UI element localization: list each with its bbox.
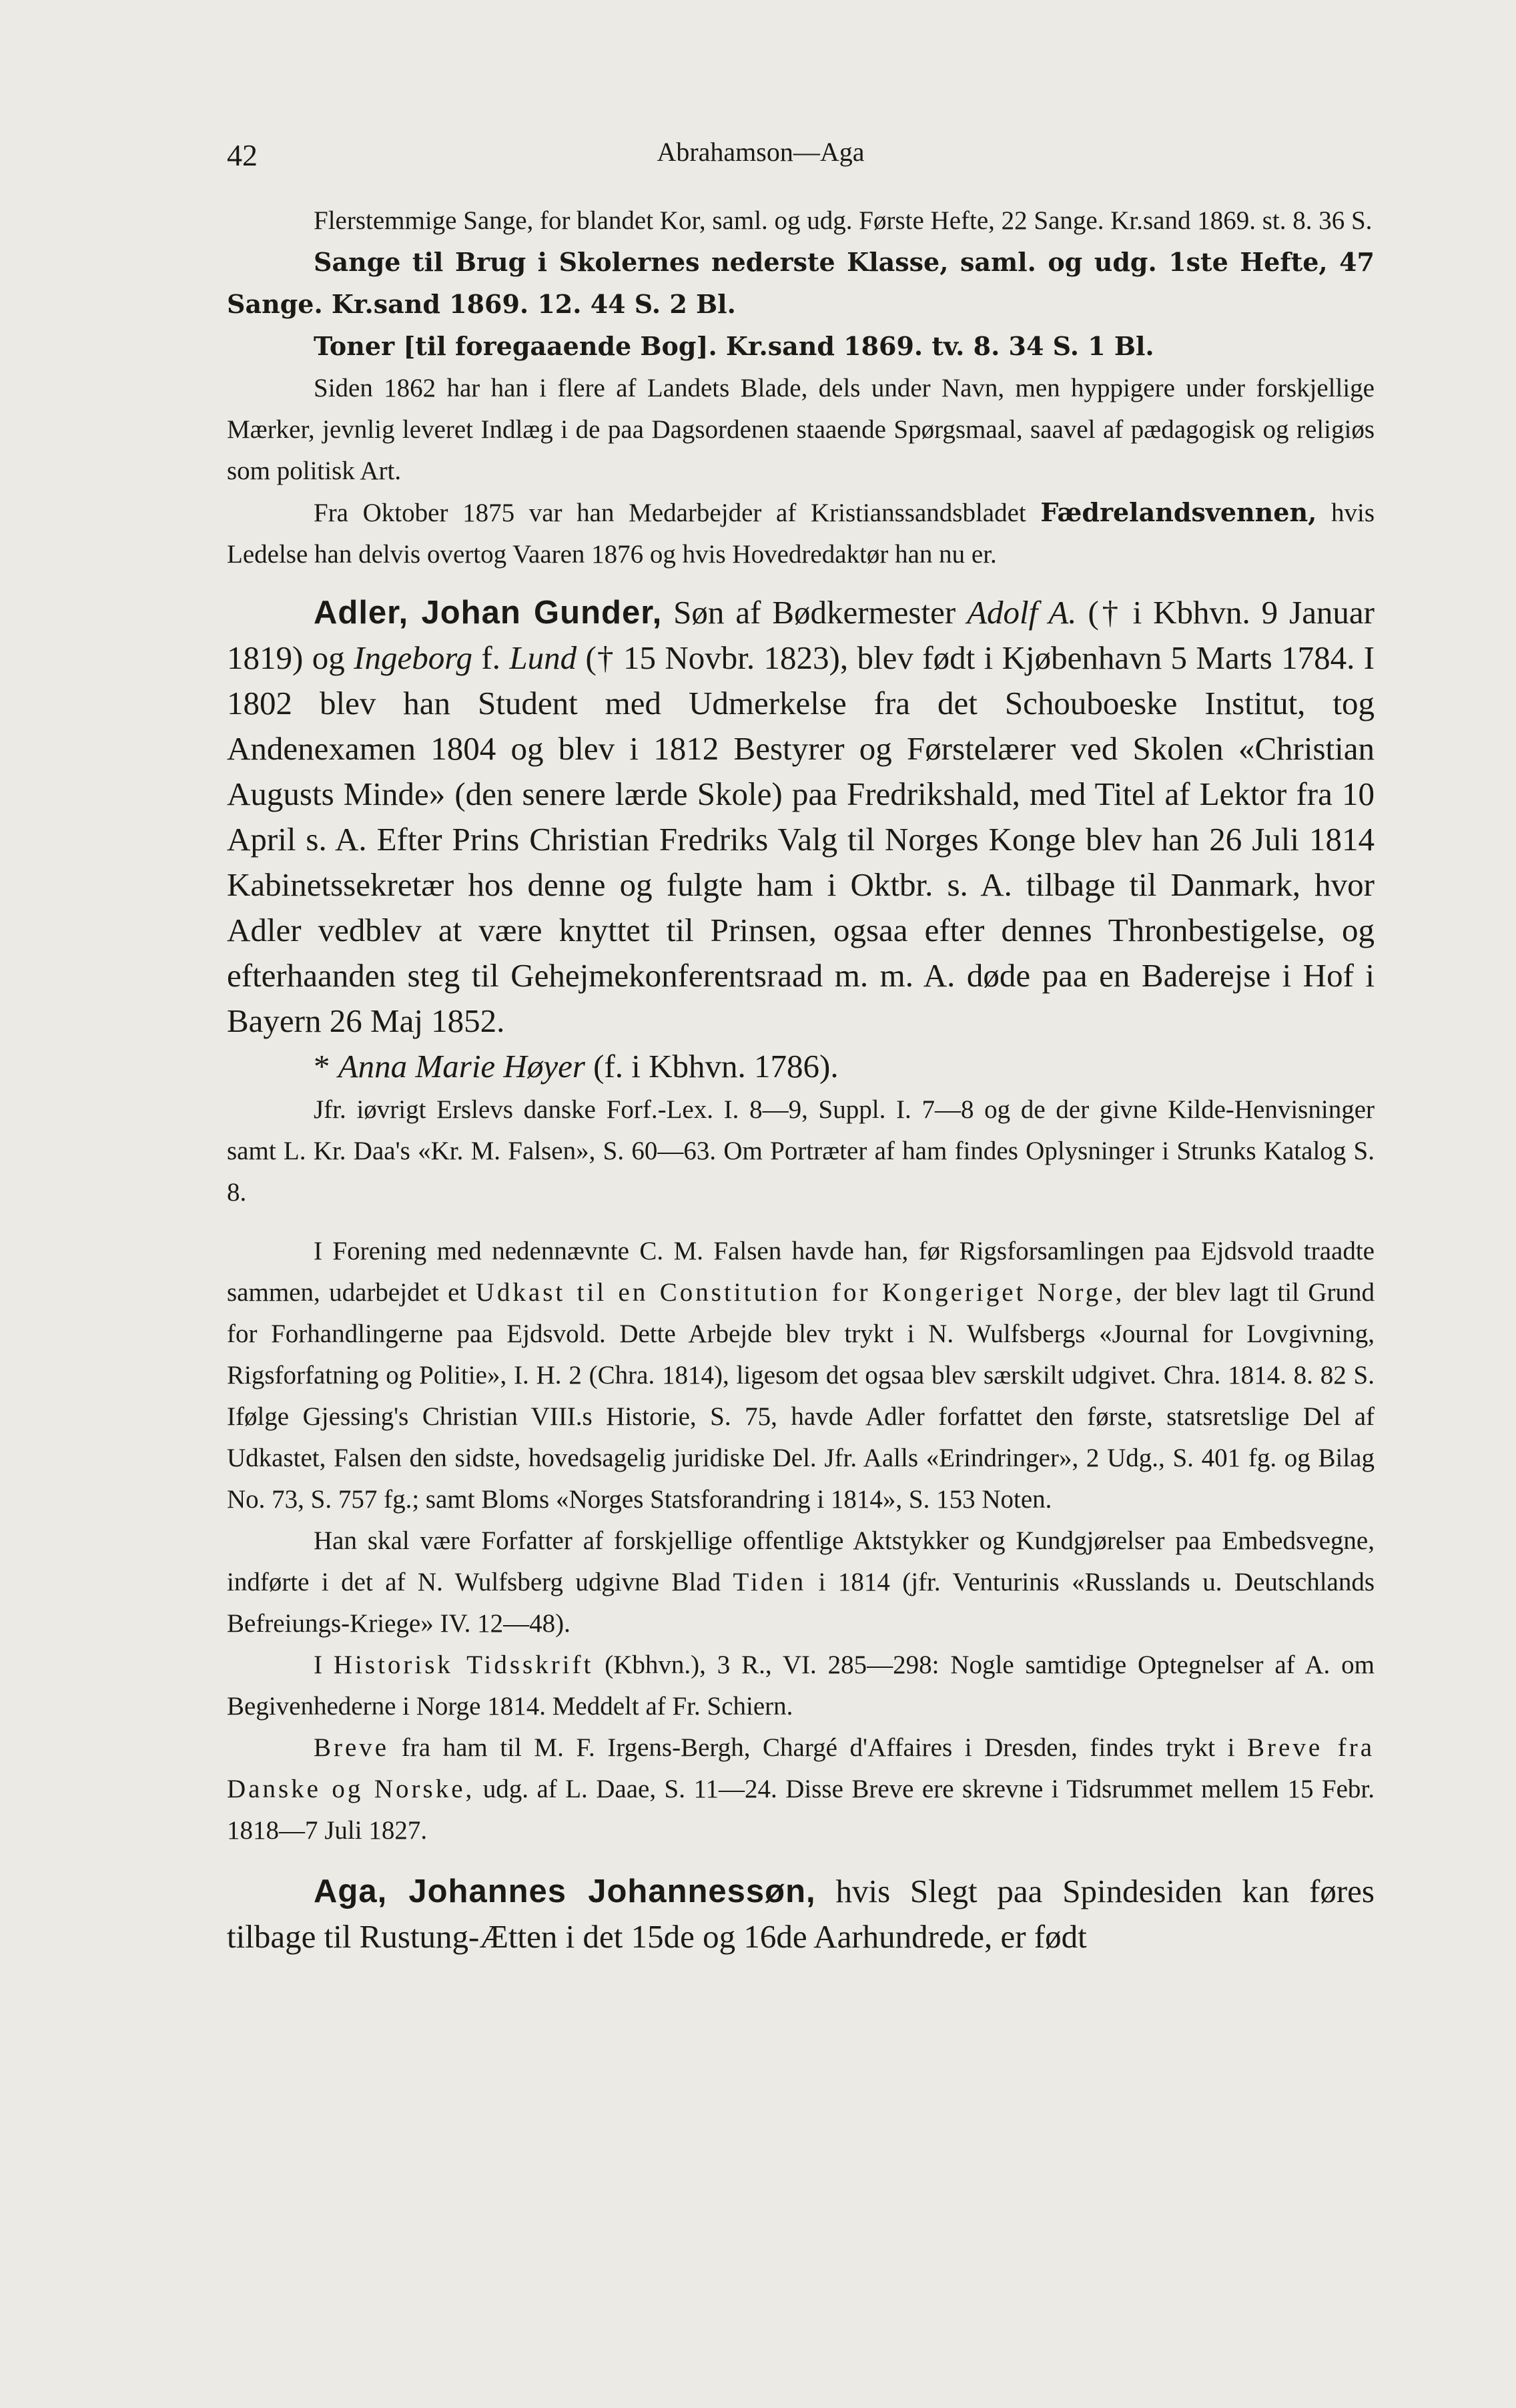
spacer <box>227 575 1375 590</box>
spacer <box>227 1851 1375 1869</box>
bibliography-entry <box>227 1520 1375 1644</box>
entry-name: Adler, Johan Gunder, <box>314 595 663 631</box>
page-body <box>227 200 1375 1960</box>
spouse-star: * <box>314 1048 330 1085</box>
entry-name: Aga, Johannes Johannessøn, <box>314 1873 816 1909</box>
work-title: Udkast til en Constitution for Kongeriget Norge, <box>475 1278 1125 1307</box>
entry-text: († i Kbhvn. 9 Januar 1819) og <box>227 594 1375 676</box>
reference-text: Jfr. iøvrigt Erslevs danske Forf.-Lex. I. 8—9, Suppl. I. 7—8 og de der givne Kilde-Henvisninger samt L. Kr. Daa's «Kr. M. Falsen», S. 60—63. Om Portræter af ham findes Oplysninger i Strunks Katalog S. 8. <box>227 1095 1375 1207</box>
work-title: Breve <box>314 1733 390 1762</box>
entry-text: (Kbhvn.), 3 R., VI. 285—298: Nogle samtidige Optegnelser af A. om Begivenhederne i Norge 1814. Meddelt af Fr. Schiern. <box>227 1650 1375 1721</box>
page-number: 42 <box>227 138 258 172</box>
spouse-line <box>227 1044 1375 1089</box>
biography-entry <box>227 1869 1375 1960</box>
entry-text: der blev lagt til Grund for Forhandlingerne paa Ejdsvold. Dette Arbejde blev trykt i N. Wulfsbergs «Journal for Lovgivning, Rigsforfatning og Politie», I. H. 2 (Chra. 1814), ligesom det ogsaa blev særskilt udgivet. Chra. 1814. 8. 82 S. Ifølge Gjessing's Christian VIII.s Historie, S. 75, havde Adler forfattet den første, statsretslige Del af Udkastet, Falsen den sidste, hovedsagelig juridiske Del. Jfr. Aalls «Erindringer», 2 Udg., S. 401 fg. og Bilag No. 73, S. 757 fg.; samt Bloms «Norges Statsforandring i 1814», S. 153 Noten. <box>227 1278 1375 1514</box>
entry-text: fra ham til M. F. Irgens-Bergh, Chargé d'Affaires i Dresden, findes trykt i <box>401 1733 1235 1762</box>
bibliography-entry <box>227 200 1375 242</box>
mother-surname: Lund <box>509 639 577 676</box>
spouse-name: Anna Marie Høyer <box>338 1048 585 1085</box>
work-title: Tiden <box>733 1568 807 1596</box>
spacer <box>227 1213 1375 1231</box>
father-name: Adolf A. <box>967 594 1077 631</box>
work-title: Breve fra Danske og Norske, <box>227 1733 1375 1803</box>
biography-entry <box>227 590 1375 1044</box>
entry-text: Han skal være Forfatter af forskjellige offentlige Aktstykker og Kundgjørelser paa Embedsvegne, indførte i det af N. Wulfsberg udgivne Blad <box>227 1526 1375 1596</box>
entry-text: i 1814 (jfr. Venturinis «Russlands u. Deutschlands Befreiungs-Kriege» IV. 12—48). <box>227 1568 1375 1638</box>
entry-text: Flerstemmige Sange, for blandet Kor, saml. og udg. Første Hefte, 22 Sange. Kr.sand 1869. st. 8. 36 S. <box>314 206 1373 235</box>
spouse-note: (f. i Kbhvn. 1786). <box>593 1048 839 1085</box>
entry-text: Søn af Bødkermester <box>673 594 956 631</box>
bibliography-entry <box>227 1231 1375 1520</box>
bibliography-entry <box>227 1727 1375 1851</box>
page-header <box>227 131 1294 178</box>
running-title: Abrahamson—Aga <box>657 137 865 167</box>
work-title: Historisk Tidsskrift <box>333 1650 594 1679</box>
paragraph-text: hvis Ledelse han delvis overtog Vaaren 1876 og hvis Hovedredaktør han nu er. <box>227 499 1375 569</box>
entry-text: hvis Slegt paa Spindesiden kan føres tilbage til Rustung-Ætten i det 15de og 16de Aarhundrede, er født <box>227 1873 1375 1955</box>
entry-text: f. <box>481 639 500 676</box>
paragraph <box>227 368 1375 492</box>
entry-text: Sange til Brug i Skolernes nederste Klasse, saml. og udg. 1ste Hefte, 47 Sange. Kr.sand 1869. 12. 44 S. 2 Bl. <box>227 247 1375 319</box>
entry-text: udg. af L. Daae, S. 11—24. Disse Breve ere skrevne i Tidsrummet mellem 15 Febr. 1818—7 Juli 1827. <box>227 1775 1375 1845</box>
paragraph-text: Siden 1862 har han i flere af Landets Blade, dels under Navn, men hyppigere under forskjellige Mærker, jevnlig leveret Indlæg i de paa Dagsordenen staaende Spørgsmaal, saavel af pædagogisk og religiøs som politisk Art. <box>227 374 1375 485</box>
bibliography-entry <box>227 242 1375 326</box>
paragraph <box>227 492 1375 575</box>
newspaper-title: Fædrelandsvennen, <box>1040 497 1317 527</box>
entry-text: I Forening med nedennævnte C. M. Falsen havde han, før Rigsforsamlingen paa Ejdsvold traadte sammen, udarbejdet et <box>227 1237 1375 1307</box>
bibliography-entry <box>227 326 1375 368</box>
bibliography-entry <box>227 1644 1375 1727</box>
reference-note <box>227 1089 1375 1213</box>
mother-name: Ingeborg <box>354 639 472 676</box>
entry-text: Toner [til foregaaende Bog]. Kr.sand 1869. tv. 8. 34 S. 1 Bl. <box>314 331 1154 361</box>
entry-text: I <box>314 1650 322 1679</box>
paragraph-text: Fra Oktober 1875 var han Medarbejder af Kristianssandsbladet <box>314 499 1026 527</box>
entry-text: († 15 Novbr. 1823), blev født i Kjøbenhavn 5 Marts 1784. I 1802 blev han Student med Udmerkelse fra det Schouboeske Institut, tog Andenexamen 1804 og blev i 1812 Bestyrer og Førstelærer ved Skolen «Christian Augusts Minde» (den senere lærde Skole) paa Fredrikshald, med Titel af Lektor fra 10 April s. A. Efter Prins Christian Fredriks Valg til Norges Konge blev han 26 Juli 1814 Kabinetssekretær hos denne og fulgte ham i Oktbr. s. A. tilbage til Danmark, hvor Adler vedblev at være knyttet til Prinsen, ogsaa efter dennes Thronbestigelse, og efterhaanden steg til Gehejmekonferentsraad m. m. A. døde paa en Baderejse i Hof i Bayern 26 Maj 1852. <box>227 639 1375 1039</box>
